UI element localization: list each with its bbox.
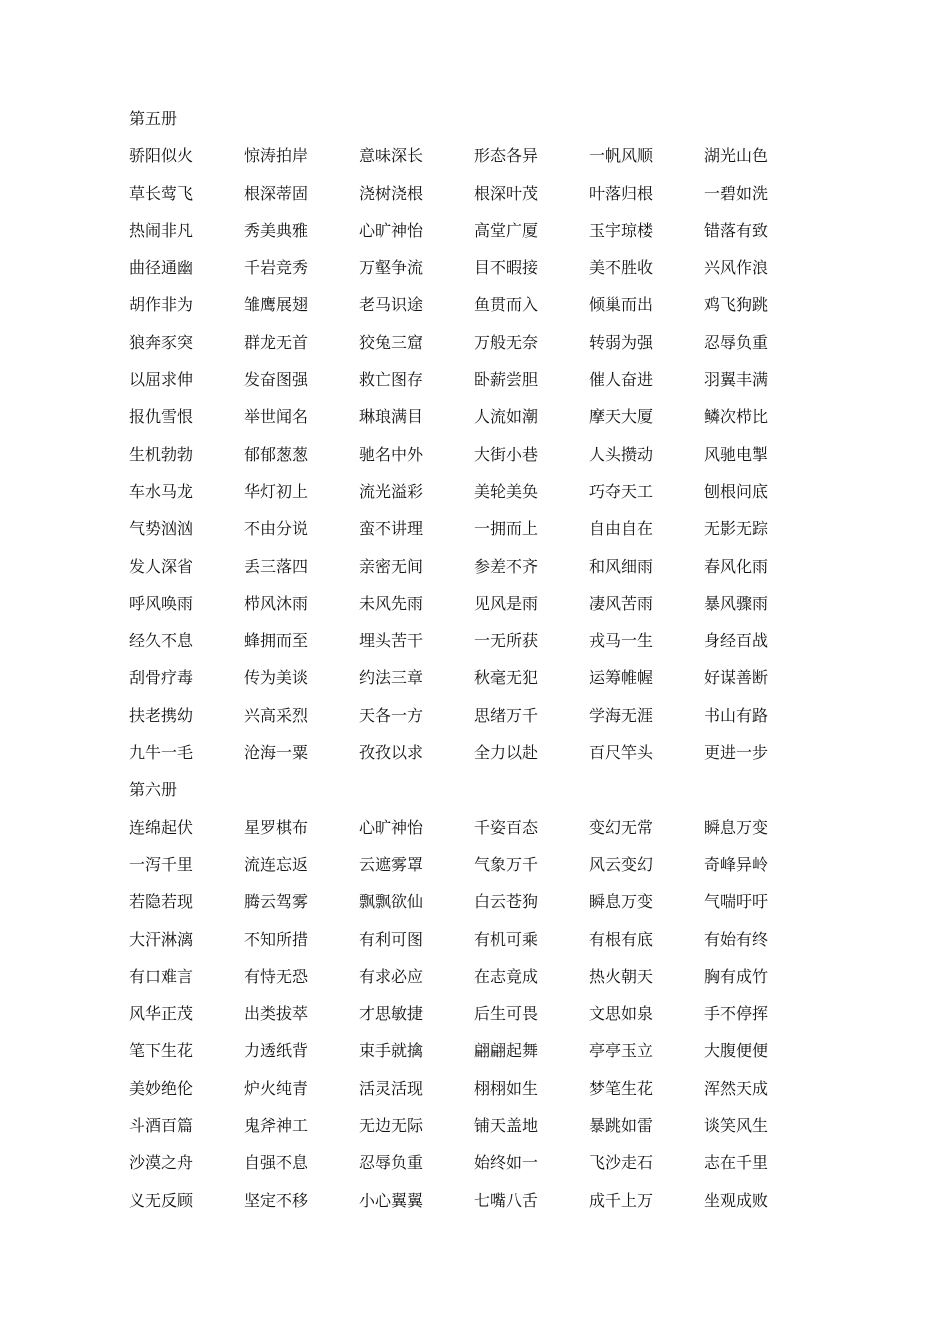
- idiom-cell: 琳琅满目: [359, 407, 424, 427]
- idiom-row: [129, 175, 829, 212]
- idiom-cell: 有机可乘: [474, 929, 539, 949]
- idiom-row: [129, 921, 829, 958]
- idiom-cell: 万壑争流: [359, 258, 424, 278]
- idiom-cell: 在志竟成: [474, 966, 539, 986]
- idiom-cell: 鳞次栉比: [704, 407, 769, 427]
- idiom-cell: 春风化雨: [704, 556, 769, 576]
- idiom-cell: 暴风骤雨: [704, 593, 769, 613]
- idiom-cell: 狡兔三窟: [359, 332, 424, 352]
- idiom-cell: 华灯初上: [244, 481, 309, 501]
- idiom-cell: 曲径通幽: [129, 258, 194, 278]
- idiom-cell: 栉风沐雨: [244, 593, 309, 613]
- idiom-cell: 有恃无恐: [244, 966, 309, 986]
- idiom-cell: 风驰电掣: [704, 444, 769, 464]
- idiom-cell: 发人深省: [129, 556, 194, 576]
- idiom-cell: 飘飘欲仙: [359, 892, 424, 912]
- idiom-cell: 戎马一生: [589, 631, 654, 651]
- idiom-cell: 运筹帷幄: [589, 668, 654, 688]
- idiom-cell: 人流如潮: [474, 407, 539, 427]
- idiom-row: [129, 846, 829, 883]
- idiom-cell: 鱼贯而入: [474, 295, 539, 315]
- idiom-cell: 人头攒动: [589, 444, 654, 464]
- idiom-cell: 气喘吁吁: [704, 892, 769, 912]
- idiom-cell: 梦笔生花: [589, 1078, 654, 1098]
- idiom-cell: 坐观成败: [704, 1190, 769, 1210]
- idiom-cell: 忍辱负重: [359, 1153, 424, 1173]
- idiom-cell: 气象万千: [474, 854, 539, 874]
- idiom-cell: 一无所获: [474, 631, 539, 651]
- idiom-cell: 力透纸背: [244, 1041, 309, 1061]
- idiom-row: [129, 1144, 829, 1181]
- idiom-cell: 飞沙走石: [589, 1153, 654, 1173]
- idiom-cell: 好谋善断: [704, 668, 769, 688]
- idiom-cell: 秋毫无犯: [474, 668, 539, 688]
- idiom-row: [129, 883, 829, 920]
- idiom-cell: 目不暇接: [474, 258, 539, 278]
- idiom-row: [129, 697, 829, 734]
- idiom-cell: 生机勃勃: [129, 444, 194, 464]
- idiom-cell: 蛮不讲理: [359, 519, 424, 539]
- idiom-row: [129, 1032, 829, 1069]
- idiom-cell: 心旷神怡: [359, 220, 424, 240]
- idiom-cell: 手不停挥: [704, 1004, 769, 1024]
- idiom-cell: 根深叶茂: [474, 183, 539, 203]
- idiom-cell: 坚定不移: [244, 1190, 309, 1210]
- idiom-cell: 始终如一: [474, 1153, 539, 1173]
- idiom-row: [129, 548, 829, 585]
- idiom-cell: 奇峰异岭: [704, 854, 769, 874]
- idiom-row: [129, 361, 829, 398]
- idiom-cell: 笔下生花: [129, 1041, 194, 1061]
- idiom-cell: 经久不息: [129, 631, 194, 651]
- idiom-cell: 百尺竿头: [589, 743, 654, 763]
- idiom-cell: 兴高采烈: [244, 705, 309, 725]
- idiom-cell: 变幻无常: [589, 817, 654, 837]
- idiom-cell: 全力以赴: [474, 743, 539, 763]
- idiom-cell: 气势汹汹: [129, 519, 194, 539]
- idiom-cell: 巧夺天工: [589, 481, 654, 501]
- idiom-row: [129, 137, 829, 174]
- idiom-cell: 斗酒百篇: [129, 1116, 194, 1136]
- idiom-cell: 亲密无间: [359, 556, 424, 576]
- idiom-cell: 发奋图强: [244, 370, 309, 390]
- idiom-cell: 意味深长: [359, 146, 424, 166]
- idiom-cell: 美妙绝伦: [129, 1078, 194, 1098]
- idiom-cell: 羽翼丰满: [704, 370, 769, 390]
- idiom-cell: 不知所措: [244, 929, 309, 949]
- idiom-row: [129, 324, 829, 361]
- idiom-row: [129, 1070, 829, 1107]
- idiom-cell: 错落有致: [704, 220, 769, 240]
- idiom-cell: 义无反顾: [129, 1190, 194, 1210]
- idiom-row: [129, 398, 829, 435]
- idiom-cell: 不由分说: [244, 519, 309, 539]
- idiom-cell: 若隐若现: [129, 892, 194, 912]
- idiom-cell: 谈笑风生: [704, 1116, 769, 1136]
- idiom-cell: 未风先雨: [359, 593, 424, 613]
- idiom-row: [129, 622, 829, 659]
- idiom-cell: 流连忘返: [244, 854, 309, 874]
- idiom-row: [129, 995, 829, 1032]
- idiom-cell: 孜孜以求: [359, 743, 424, 763]
- idiom-cell: 学海无涯: [589, 705, 654, 725]
- idiom-row: [129, 510, 829, 547]
- idiom-cell: 连绵起伏: [129, 817, 194, 837]
- idiom-cell: 驰名中外: [359, 444, 424, 464]
- idiom-row: [129, 286, 829, 323]
- idiom-cell: 有始有终: [704, 929, 769, 949]
- idiom-cell: 炉火纯青: [244, 1078, 309, 1098]
- idiom-cell: 草长莺飞: [129, 183, 194, 203]
- idiom-cell: 大街小巷: [474, 444, 539, 464]
- idiom-cell: 见风是雨: [474, 593, 539, 613]
- idiom-cell: 扶老携幼: [129, 705, 194, 725]
- idiom-cell: 浑然天成: [704, 1078, 769, 1098]
- idiom-cell: 才思敏捷: [359, 1004, 424, 1024]
- idiom-cell: 忍辱负重: [704, 332, 769, 352]
- idiom-cell: 书山有路: [704, 705, 769, 725]
- idiom-cell: 狼奔豕突: [129, 332, 194, 352]
- idiom-cell: 凄风苦雨: [589, 593, 654, 613]
- idiom-cell: 呼风唤雨: [129, 593, 194, 613]
- idiom-row: [129, 249, 829, 286]
- idiom-cell: 美不胜收: [589, 258, 654, 278]
- idiom-cell: 翩翩起舞: [474, 1041, 539, 1061]
- idiom-cell: 风华正茂: [129, 1004, 194, 1024]
- idiom-cell: 成千上万: [589, 1190, 654, 1210]
- idiom-cell: 雏鹰展翅: [244, 295, 309, 315]
- idiom-cell: 报仇雪恨: [129, 407, 194, 427]
- idiom-cell: 一碧如洗: [704, 183, 769, 203]
- idiom-cell: 骄阳似火: [129, 146, 194, 166]
- idiom-cell: 兴风作浪: [704, 258, 769, 278]
- idiom-cell: 卧薪尝胆: [474, 370, 539, 390]
- idiom-cell: 埋头苦干: [359, 631, 424, 651]
- idiom-cell: 根深蒂固: [244, 183, 309, 203]
- idiom-row: [129, 585, 829, 622]
- idiom-cell: 心旷神怡: [359, 817, 424, 837]
- idiom-cell: 倾巢而出: [589, 295, 654, 315]
- idiom-cell: 无影无踪: [704, 519, 769, 539]
- idiom-cell: 刮骨疗毒: [129, 668, 194, 688]
- idiom-cell: 千姿百态: [474, 817, 539, 837]
- idiom-list-page: [129, 100, 829, 1219]
- idiom-cell: 湖光山色: [704, 146, 769, 166]
- idiom-cell: 沧海一粟: [244, 743, 309, 763]
- idiom-cell: 叶落归根: [589, 183, 654, 203]
- idiom-cell: 腾云驾雾: [244, 892, 309, 912]
- idiom-cell: 以屈求伸: [129, 370, 194, 390]
- idiom-cell: 胡作非为: [129, 295, 194, 315]
- idiom-cell: 千岩竞秀: [244, 258, 309, 278]
- idiom-cell: 更进一步: [704, 743, 769, 763]
- idiom-cell: 沙漠之舟: [129, 1153, 194, 1173]
- idiom-cell: 束手就擒: [359, 1041, 424, 1061]
- idiom-cell: 栩栩如生: [474, 1078, 539, 1098]
- idiom-row: [129, 1107, 829, 1144]
- idiom-cell: 老马识途: [359, 295, 424, 315]
- idiom-cell: 有口难言: [129, 966, 194, 986]
- idiom-cell: 转弱为强: [589, 332, 654, 352]
- idiom-cell: 约法三章: [359, 668, 424, 688]
- idiom-cell: 群龙无首: [244, 332, 309, 352]
- idiom-cell: 瞬息万变: [589, 892, 654, 912]
- idiom-cell: 七嘴八舌: [474, 1190, 539, 1210]
- idiom-cell: 暴跳如雷: [589, 1116, 654, 1136]
- idiom-cell: 催人奋进: [589, 370, 654, 390]
- idiom-cell: 白云苍狗: [474, 892, 539, 912]
- idiom-cell: 玉宇琼楼: [589, 220, 654, 240]
- section-title: 第五册: [129, 109, 178, 128]
- idiom-cell: 参差不齐: [474, 556, 539, 576]
- idiom-cell: 丢三落四: [244, 556, 309, 576]
- idiom-cell: 流光溢彩: [359, 481, 424, 501]
- idiom-cell: 天各一方: [359, 705, 424, 725]
- idiom-row: [129, 1182, 829, 1219]
- idiom-cell: 无边无际: [359, 1116, 424, 1136]
- idiom-cell: 鸡飞狗跳: [704, 295, 769, 315]
- idiom-row: [129, 809, 829, 846]
- idiom-cell: 形态各异: [474, 146, 539, 166]
- idiom-cell: 摩天大厦: [589, 407, 654, 427]
- idiom-cell: 秀美典雅: [244, 220, 309, 240]
- idiom-row: [129, 212, 829, 249]
- idiom-row: [129, 734, 829, 771]
- idiom-cell: 身经百战: [704, 631, 769, 651]
- idiom-cell: 蜂拥而至: [244, 631, 309, 651]
- idiom-row: [129, 958, 829, 995]
- section-title: 第六册: [129, 780, 178, 800]
- idiom-cell: 胸有成竹: [704, 966, 769, 986]
- idiom-cell: 后生可畏: [474, 1004, 539, 1024]
- idiom-cell: 出类拔萃: [244, 1004, 309, 1024]
- idiom-cell: 美轮美奂: [474, 481, 539, 501]
- idiom-cell: 热火朝天: [589, 966, 654, 986]
- idiom-cell: 有利可图: [359, 929, 424, 949]
- idiom-cell: 一泻千里: [129, 854, 194, 874]
- idiom-cell: 万般无奈: [474, 332, 539, 352]
- idiom-cell: 瞬息万变: [704, 817, 769, 837]
- idiom-cell: 活灵活现: [359, 1078, 424, 1098]
- idiom-cell: 救亡图存: [359, 370, 424, 390]
- idiom-cell: 有根有底: [589, 929, 654, 949]
- idiom-cell: 热闹非凡: [129, 220, 194, 240]
- idiom-row: [129, 436, 829, 473]
- idiom-cell: 志在千里: [704, 1153, 769, 1173]
- idiom-cell: 思绪万千: [474, 705, 539, 725]
- idiom-cell: 九牛一毛: [129, 743, 194, 763]
- idiom-row: [129, 659, 829, 696]
- idiom-cell: 风云变幻: [589, 854, 654, 874]
- idiom-cell: 铺天盖地: [474, 1116, 539, 1136]
- idiom-row: [129, 473, 829, 510]
- idiom-cell: 高堂广厦: [474, 220, 539, 240]
- idiom-cell: 浇树浇根: [359, 183, 424, 203]
- idiom-cell: 小心翼翼: [359, 1190, 424, 1210]
- idiom-cell: 举世闻名: [244, 407, 309, 427]
- idiom-cell: 和风细雨: [589, 556, 654, 576]
- idiom-cell: 郁郁葱葱: [244, 444, 309, 464]
- idiom-cell: 大汗淋漓: [129, 929, 194, 949]
- idiom-cell: 文思如泉: [589, 1004, 654, 1024]
- idiom-cell: 星罗棋布: [244, 817, 309, 837]
- idiom-cell: 云遮雾罩: [359, 854, 424, 874]
- idiom-cell: 有求必应: [359, 966, 424, 986]
- idiom-cell: 鬼斧神工: [244, 1116, 309, 1136]
- idiom-cell: 刨根问底: [704, 481, 769, 501]
- idiom-cell: 惊涛拍岸: [244, 146, 309, 166]
- idiom-cell: 一帆风顺: [589, 146, 654, 166]
- idiom-cell: 传为美谈: [244, 668, 309, 688]
- idiom-cell: 车水马龙: [129, 481, 194, 501]
- idiom-cell: 自强不息: [244, 1153, 309, 1173]
- idiom-cell: 大腹便便: [704, 1041, 769, 1061]
- idiom-cell: 自由自在: [589, 519, 654, 539]
- idiom-cell: 亭亭玉立: [589, 1041, 654, 1061]
- idiom-cell: 一拥而上: [474, 519, 539, 539]
